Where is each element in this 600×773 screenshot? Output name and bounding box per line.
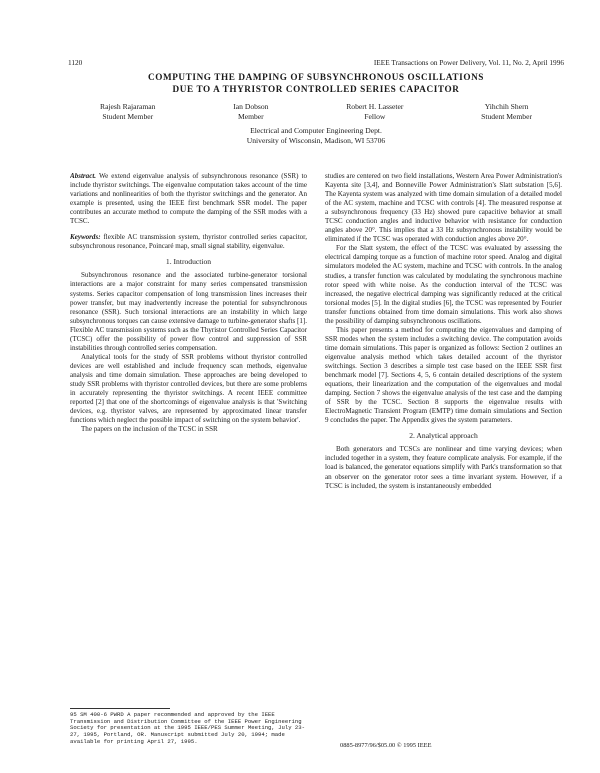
body-paragraph: For the Slatt system, the effect of the TCSC was evaluated by assessing the electrical damping torque as a function of machine rotor speed. Analog and digital simulators modeled the AC system, machine and TCSC with controls. In the analog studies, a transfer function was calculated by modulating the synchronous machine rotor speed with white noise. As the conduction interval of the TCSC was increased, the negative electrical damping was significantly reduced at the critical torsional modes [5]. In the digital studies [6], the TCSC was represented by Fourier transfer functions obtained from time domain simulations. This work also shows the possibility of damping subsynchronous oscillations. <box>325 244 562 325</box>
title-line-2: DUE TO A THYRISTOR CONTROLLED SERIES CAPACITOR <box>172 83 460 94</box>
abstract <box>70 172 307 226</box>
right-column <box>325 172 562 717</box>
author <box>100 102 155 121</box>
author <box>233 102 268 121</box>
author-name: Rajesh Rajaraman <box>100 102 156 111</box>
body-paragraph: Both generators and TCSCs are nonlinear and time varying devices; when included together in a system, they feature complicate analysis. For example, if the load is balanced, the generator equations simplify with Park's transformation so that an observer on the generator rotor sees a time invariant system. However, if a TCSC is included, the system is instantaneously embedded <box>325 445 562 490</box>
intro-paragraph: The papers on the inclusion of the TCSC in SSR <box>81 425 218 434</box>
affiliation-university: University of Wisconsin, Madison, WI 53706 <box>246 135 386 145</box>
paper-title <box>68 72 564 95</box>
body-paragraph: studies are centered on two field installations, Western Area Power Administration's Kayenta site [3,4], and Bonneville Power Administration's Slatt substation [5,6]. The Kayenta system was analyzed with time domain simulation of a detailed model of the AC system, machine and TCSC with controls [4]. The measured response at a subsynchronous frequency (33 Hz) showed pure capacitive behavior at small TCSC conduction angles and inductive behavior with resistance for conduction angles above 20°. This implies that a 33 Hz subsynchronous instability would be eliminated if the TCSC was operated with conduction angles above 20°. <box>325 172 562 244</box>
keywords-label: Keywords: <box>70 233 101 242</box>
section-heading-analytical-approach: 2. Analytical approach <box>409 431 478 441</box>
section-heading-introduction: 1. Introduction <box>165 257 212 267</box>
keywords-text: flexible AC transmission system, thyristor controlled series capacitor, subsynchronous resonance, Poincaré map, small signal stability, eigenvalue. <box>70 233 307 251</box>
abstract-label: Abstract. <box>70 172 97 180</box>
body-paragraph: This paper presents a method for computing the eigenvalues and damping of SSR modes when the system includes a switching device. The computation avoids time domain simulations. This paper is organized as follows: Section 2 outlines an eigenvalue analysis method which takes detailed account of the thyristor switchings. Section 3 describes a simple test case based on the IEEE SSR first benchmark model [7]. Sections 4, 5, 6 contain detailed descriptions of the system equations, their linearization and the computation of the eigenvalues and modal damping. Section 7 shows the eigenvalue analysis of the test case and the damping of SSR by the TCSC. Section 8 supports the eigenvalue results with ElectroMagnetic Transient Program (EMTP) time domain simulations and Section 9 concludes the paper. The Appendix gives the system parameters. <box>325 325 562 425</box>
intro-paragraph: Subsynchronous resonance and the associated turbine-generator torsional interactions are a major constraint for many series compensated transmission systems. Series capacitor compensation of long transmission lines increases their power transfer, but may inadvertently increase the potential for subsynchronous resonance (SSR). Such torsional interactions are an instability in which large subsynchronous torques can cause extensive damage to turbine-generator shafts [1]. Flexible AC transmission systems such as the Thyristor Controlled Series Capacitor (TCSC) offer the possibility of power flow control and suppression of SSR instabilities through controlled series compensation. <box>70 271 307 352</box>
author-role: Fellow <box>364 111 386 121</box>
author-name: Ian Dobson <box>233 102 269 111</box>
author-role: Member <box>237 111 264 121</box>
intro-paragraph: Analytical tools for the study of SSR problems without thyristor controlled devices are well established and include frequency scan methods, eigenvalue analysis and time domain simulation. These approaches are being developed to study SSR problems with thyristor controlled devices, but there are some problems in accurately representing the thyristor switchings. A recent IEEE committee reported [2] that one of the shortcomings of eigenvalue analysis is that 'Switching devices, e.g. thyristor valves, are represented by approximated linear transfer functions which neglect the possible impact of switching on the system behavior'. <box>70 352 307 425</box>
author-role: Student Member <box>102 111 154 121</box>
footnote: 95 SM 400-6 PWRD A paper recommended and approved by the IEEE Transmission and Distribution Committee of the IEEE Power Engineering Society for presentation at the 1995 IEEE/PES Summer Meeting, July 23-27, 1995, Portland, OR. Manuscript submitted July 20, 1994; made available for printing April 27, 1995. <box>70 712 305 745</box>
keywords <box>70 233 307 251</box>
title-line-1: COMPUTING THE DAMPING OF SUBSYNCHRONOUS OSCILLATIONS <box>147 72 485 82</box>
page-number: 1120 <box>68 58 83 67</box>
affiliation-dept: Electrical and Computer Engineering Dept. <box>250 126 382 135</box>
author <box>346 102 403 121</box>
journal-citation: IEEE Transactions on Power Delivery, Vol. 11, No. 2, April 1996 <box>373 58 564 67</box>
author <box>481 102 532 121</box>
author-name: Robert H. Lasseter <box>346 102 404 111</box>
author-role: Student Member <box>481 111 532 121</box>
author-list <box>100 102 532 121</box>
affiliation <box>68 126 564 145</box>
author-name: Yihchih Shern <box>484 102 529 111</box>
footnote-divider <box>70 708 170 709</box>
abstract-text: We extend eigenvalue analysis of subsynchronous resonance (SSR) to include thyristor switchings. The eigenvalue computation takes account of the time variations and nonlinearities of both the thyristor switchings and the generator. An example is presented, using the IEEE first benchmark SSR model. The paper contributes an accurate method to compute the damping of the SSR modes with a TCSC. <box>70 172 307 226</box>
left-column <box>70 172 307 702</box>
copyright-line: 0885-8977/96/$05.00 © 1995 IEEE <box>340 742 432 749</box>
